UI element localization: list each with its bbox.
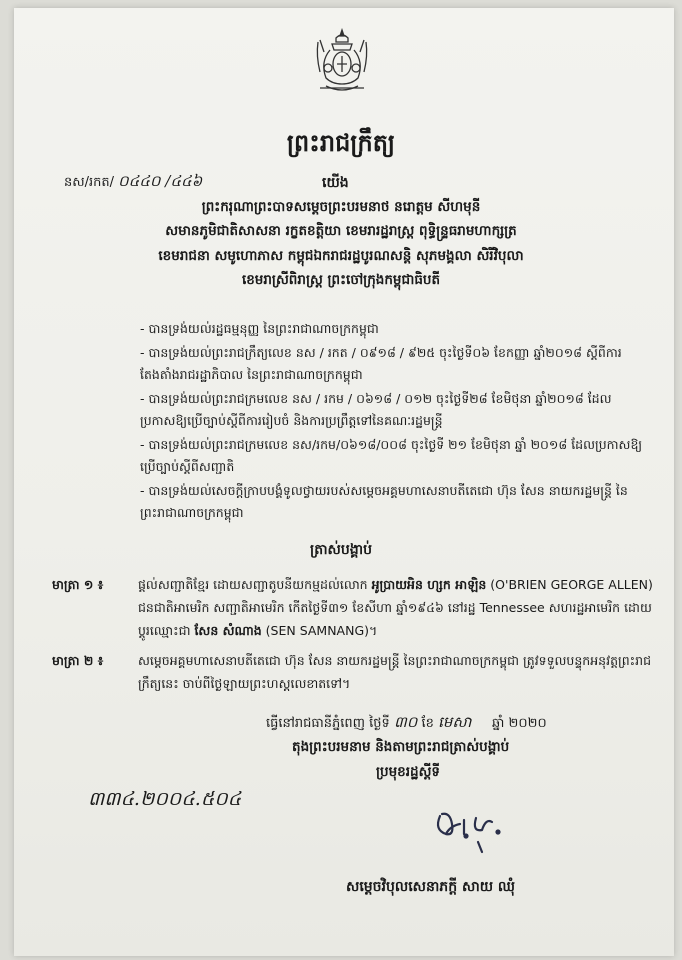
visa-item: - បានទ្រង់យល់សេចក្តីក្រាបបង្គំទូលថ្វាយរបស់សម្តេចអគ្គមហាសេនាបតីតេជោ ហ៊ុន សែន នាយករដ្ឋមន្ត្រី នៃព្រះរាជាណាចក្រកម្ពុជា xyxy=(140,482,628,520)
new-name-en: (SEN SAMNANG)។ xyxy=(261,623,378,638)
new-name-kh: សែន សំណាង xyxy=(194,623,262,638)
signer-name: សម្តេចវិបុលសេនាភក្តី សាយ ឈុំ xyxy=(346,879,516,895)
reference-handwritten: ០៤៤០ /៤៤៦ xyxy=(118,172,203,190)
dateline-month-label: ខែ xyxy=(421,716,434,731)
article-text xyxy=(138,573,656,642)
visa-item: - បានទ្រង់យល់ព្រះរាជក្រមលេខ នស/រកម/០៦១៨/០០៨ ចុះថ្ងៃទី ២១ ខែមិថុនា ឆ្នាំ ២០១៨ ដែលប្រកាសឱ្យប្រើច្បាប់ស្តីពីសញ្ជាតិ xyxy=(140,436,643,474)
honorific-line-3: ខេមរាជនា សមូហោភាស កម្ពុជឯករាជរដ្ឋបូរណសន្តិ សុភមង្គលា សិរីវិបុលា xyxy=(158,248,524,264)
visa-list xyxy=(140,318,646,526)
order-heading: ត្រាស់បង្គាប់ xyxy=(310,542,372,558)
visa-item: - បានទ្រង់យល់រដ្ឋធម្មនុញ្ញ នៃព្រះរាជាណាចក្រកម្ពុជា xyxy=(140,321,379,336)
honorific-line-4: ខេមរាស្រីពិរាស្ត្រ ព្រះចៅក្រុងកម្ពុជាធិបតី xyxy=(241,272,441,288)
person-name-en: (O'BRIEN GEORGE ALLEN) xyxy=(486,577,653,592)
honorific-line-2: សមានភូមិជាតិសាសនា រក្ខតខត្តិយា ខេមរារដ្ឋរាស្ត្រ ពុទ្ធិន្ទ្រធរាមហាក្សត្រ xyxy=(165,223,517,239)
article-label: មាត្រា ១ ៖ xyxy=(52,577,104,592)
handwritten-signature xyxy=(430,796,530,856)
reference-prefix: នស/រកត/ xyxy=(64,175,115,190)
dateline-month: មេសា xyxy=(438,713,472,731)
dateline-day: ៣០ xyxy=(393,713,418,731)
honorific-line-1: ព្រះករុណាព្រះបាទសម្តេចព្រះបរមនាថ នរោត្តម សីហមុនី xyxy=(201,199,481,215)
document-title: ព្រះរាជក្រឹត្យ xyxy=(286,129,396,157)
article-2 xyxy=(52,649,656,695)
article-label: មាត្រា ២ ៖ xyxy=(52,653,104,668)
presentation-line-1: តុងព្រះបរមនាម និងតាមព្រះរាជត្រាស់បង្គាប់ xyxy=(292,739,510,755)
handwritten-number: ៣៣៤.២០០៤.៥០៤ xyxy=(88,788,242,810)
dateline-year: ឆ្នាំ ២០២០ xyxy=(492,716,547,731)
article-text-part: ជនជាតិអាមេរិក សញ្ជាតិអាមេរិក កើតថ្ងៃទី៣១ ខែសីហា ឆ្នាំ១៩៤៦ នៅរដ្ឋ Tennessee សហរដ្ឋអាមេរិក ដោយប្តូរឈ្មោះជា xyxy=(138,600,652,638)
article-text-part: ផ្តល់សញ្ជាតិខ្មែរ ដោយសញ្ជាតូបនីយកម្មដល់លោក xyxy=(138,577,372,592)
opening-word: យើង xyxy=(322,175,349,191)
dateline xyxy=(266,713,547,735)
visa-item: - បានទ្រង់យល់ព្រះរាជក្រឹត្យលេខ នស / រកត / ០៩១៨ / ៩២៥ ចុះថ្ងៃទី០៦ ខែកញ្ញា ឆ្នាំ២០១៨ ស្តីពីការតែងតាំងរាជរដ្ឋាភិបាល នៃព្រះរាជាណាចក្រកម្ពុជា xyxy=(140,344,622,382)
dateline-place: ធ្វើនៅរាជធានីភ្នំពេញ ថ្ងៃទី xyxy=(266,716,390,731)
presentation-line-2: ប្រមុខរដ្ឋស្តីទី xyxy=(376,764,441,780)
visa-item: - បានទ្រង់យល់ព្រះរាជក្រមលេខ នស / រកម / ០៦១៨ / ០១២ ចុះថ្ងៃទី២៨ ខែមិថុនា ឆ្នាំ២០១៨ ដែលប្រកាសឱ្យប្រើច្បាប់ស្តីពីការរៀបចំ និងការប្រព្រឹត្តទៅនៃគណៈរដ្ឋមន្ត្រី xyxy=(140,390,612,428)
article-text: សម្តេចអគ្គមហាសេនាបតីតេជោ ហ៊ុន សែន នាយករដ្ឋមន្ត្រី នៃព្រះរាជាណាចក្រកម្ពុជា ត្រូវទទួលបន្ទុកអនុវត្តព្រះរាជក្រឹត្យនេះ ចាប់ពីថ្ងៃឡាយព្រះហស្តលេខាតទៅ។ xyxy=(138,653,652,691)
royal-coat-of-arms-icon xyxy=(306,28,378,96)
person-name-kh: អូប្រាយអិន ហ្សក អាឡិន xyxy=(371,577,487,592)
reference-number xyxy=(64,172,202,194)
article-1 xyxy=(52,573,656,642)
